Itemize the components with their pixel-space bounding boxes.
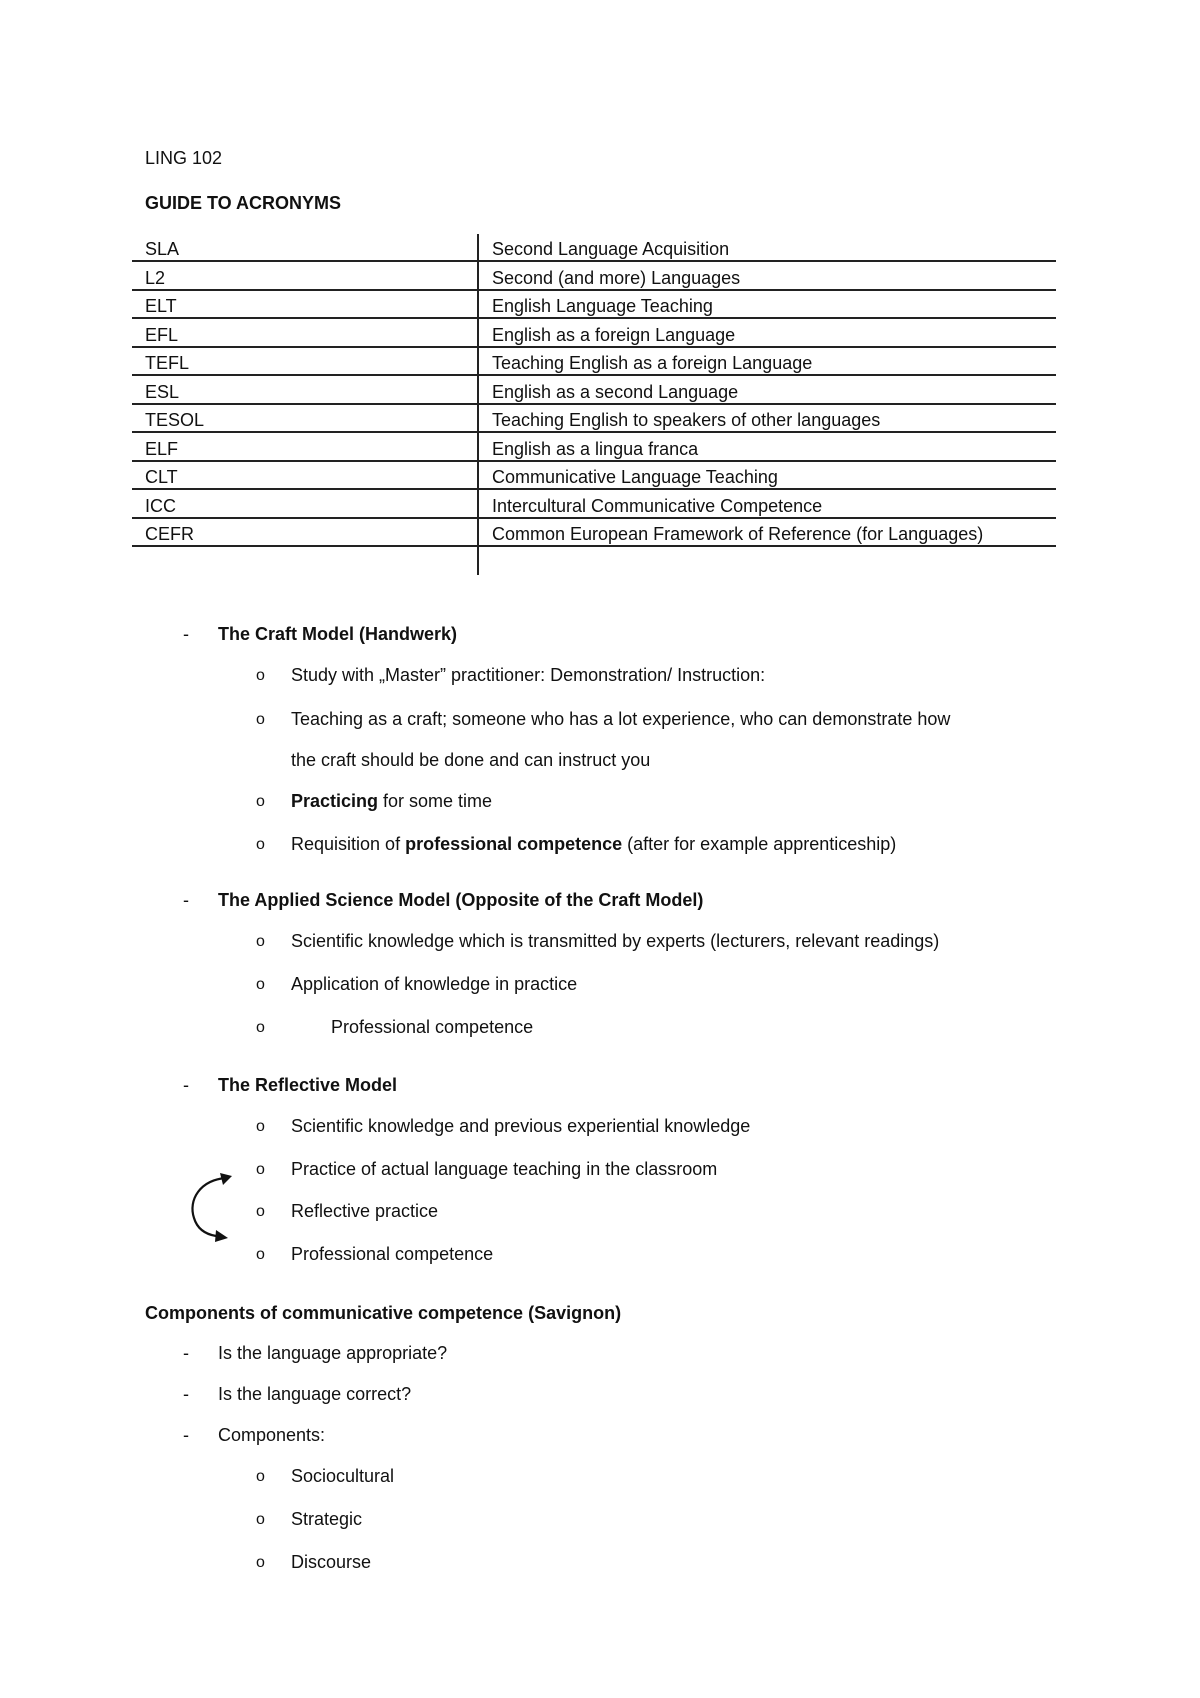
applied-item: Scientific knowledge which is transmitted by experts (lecturers, relevant readings) <box>291 931 940 951</box>
o-bullet: o <box>256 793 265 810</box>
meaning-cell: Communicative Language Teaching <box>478 461 1056 490</box>
meaning-cell: Common European Framework of Reference (for Languages) <box>478 518 1056 547</box>
applied-model-title: The Applied Science Model (Opposite of the Craft Model) <box>218 890 704 910</box>
o-bullet: o <box>256 1161 265 1178</box>
acronym-cell: L2 <box>132 261 478 290</box>
reflective-model-title: The Reflective Model <box>218 1075 398 1095</box>
table-row <box>132 432 1056 461</box>
component-item: Strategic <box>291 1509 363 1529</box>
item-text: Requisition of <box>291 834 406 854</box>
o-bullet: o <box>256 1246 265 1263</box>
reflective-item: Professional competence <box>291 1244 494 1264</box>
dash-bullet: - <box>183 1425 189 1445</box>
table-row <box>132 347 1056 376</box>
o-bullet: o <box>256 1019 265 1036</box>
course-code: LING 102 <box>145 148 223 168</box>
acronym-cell: SLA <box>132 234 478 261</box>
dash-bullet: - <box>183 1075 189 1095</box>
components-heading: Components of communicative competence (Savignon) <box>145 1303 622 1323</box>
cycle-arrow-icon <box>186 1170 236 1242</box>
acronym-cell: ELT <box>132 290 478 319</box>
table-row <box>132 404 1056 433</box>
acronym-cell: CEFR <box>132 518 478 547</box>
craft-item-continued: the craft should be done and can instruct you <box>291 750 651 770</box>
table-row-empty <box>132 546 1056 575</box>
o-bullet: o <box>256 1203 265 1220</box>
applied-item: Professional competence <box>331 1017 534 1037</box>
dash-bullet: - <box>183 1343 189 1363</box>
meaning-cell: Intercultural Communicative Competence <box>478 489 1056 518</box>
item-text: (after for example apprenticeship) <box>622 834 897 854</box>
o-bullet: o <box>256 933 265 950</box>
component-item: Discourse <box>291 1552 372 1572</box>
dash-bullet: - <box>183 890 189 910</box>
acronym-cell: ICC <box>132 489 478 518</box>
acronym-cell: ELF <box>132 432 478 461</box>
meaning-cell: English as a lingua franca <box>478 432 1056 461</box>
table-row <box>132 375 1056 404</box>
o-bullet: o <box>256 1554 265 1571</box>
o-bullet: o <box>256 1511 265 1528</box>
dash-bullet: - <box>183 624 189 644</box>
meaning-cell: English as a foreign Language <box>478 318 1056 347</box>
table-row <box>132 290 1056 319</box>
components-label: Components: <box>218 1425 326 1445</box>
components-question: Is the language appropriate? <box>218 1343 448 1363</box>
empty-cell <box>132 546 478 575</box>
meaning-cell: Teaching English as a foreign Language <box>478 347 1056 376</box>
craft-item <box>291 834 896 855</box>
o-bullet: o <box>256 1118 265 1135</box>
o-bullet: o <box>256 1468 265 1485</box>
meaning-cell: Second (and more) Languages <box>478 261 1056 290</box>
table-row <box>132 461 1056 490</box>
acronym-table <box>132 234 1056 575</box>
reflective-item: Practice of actual language teaching in the classroom <box>291 1159 718 1179</box>
item-text: for some time <box>378 791 493 811</box>
o-bullet: o <box>256 711 265 728</box>
table-row <box>132 318 1056 347</box>
reflective-item: Scientific knowledge and previous experiential knowledge <box>291 1116 751 1136</box>
meaning-cell: English as a second Language <box>478 375 1056 404</box>
acronym-cell: CLT <box>132 461 478 490</box>
acronym-cell: ESL <box>132 375 478 404</box>
emphasis-text: professional competence <box>405 834 623 854</box>
o-bullet: o <box>256 976 265 993</box>
acronym-cell: EFL <box>132 318 478 347</box>
reflective-item: Reflective practice <box>291 1201 439 1221</box>
applied-item: Application of knowledge in practice <box>291 974 578 994</box>
meaning-cell: Teaching English to speakers of other languages <box>478 404 1056 433</box>
meaning-cell: English Language Teaching <box>478 290 1056 319</box>
meaning-cell: Second Language Acquisition <box>478 234 1056 261</box>
table-row <box>132 261 1056 290</box>
component-item: Sociocultural <box>291 1466 395 1486</box>
table-row <box>132 518 1056 547</box>
acronym-cell: TEFL <box>132 347 478 376</box>
empty-cell <box>478 546 1056 575</box>
o-bullet: o <box>256 667 265 684</box>
craft-item: Teaching as a craft; someone who has a lot experience, who can demonstrate how <box>291 709 951 729</box>
craft-model-title: The Craft Model (Handwerk) <box>218 624 458 644</box>
emphasis-text: Practicing <box>291 791 379 811</box>
components-question: Is the language correct? <box>218 1384 412 1404</box>
craft-item: Study with „Master” practitioner: Demonstration/ Instruction: <box>291 665 766 685</box>
craft-item <box>291 791 492 812</box>
o-bullet: o <box>256 836 265 853</box>
dash-bullet: - <box>183 1384 189 1404</box>
table-row <box>132 234 1056 261</box>
guide-title: GUIDE TO ACRONYMS <box>145 193 342 213</box>
table-row <box>132 489 1056 518</box>
acronym-cell: TESOL <box>132 404 478 433</box>
